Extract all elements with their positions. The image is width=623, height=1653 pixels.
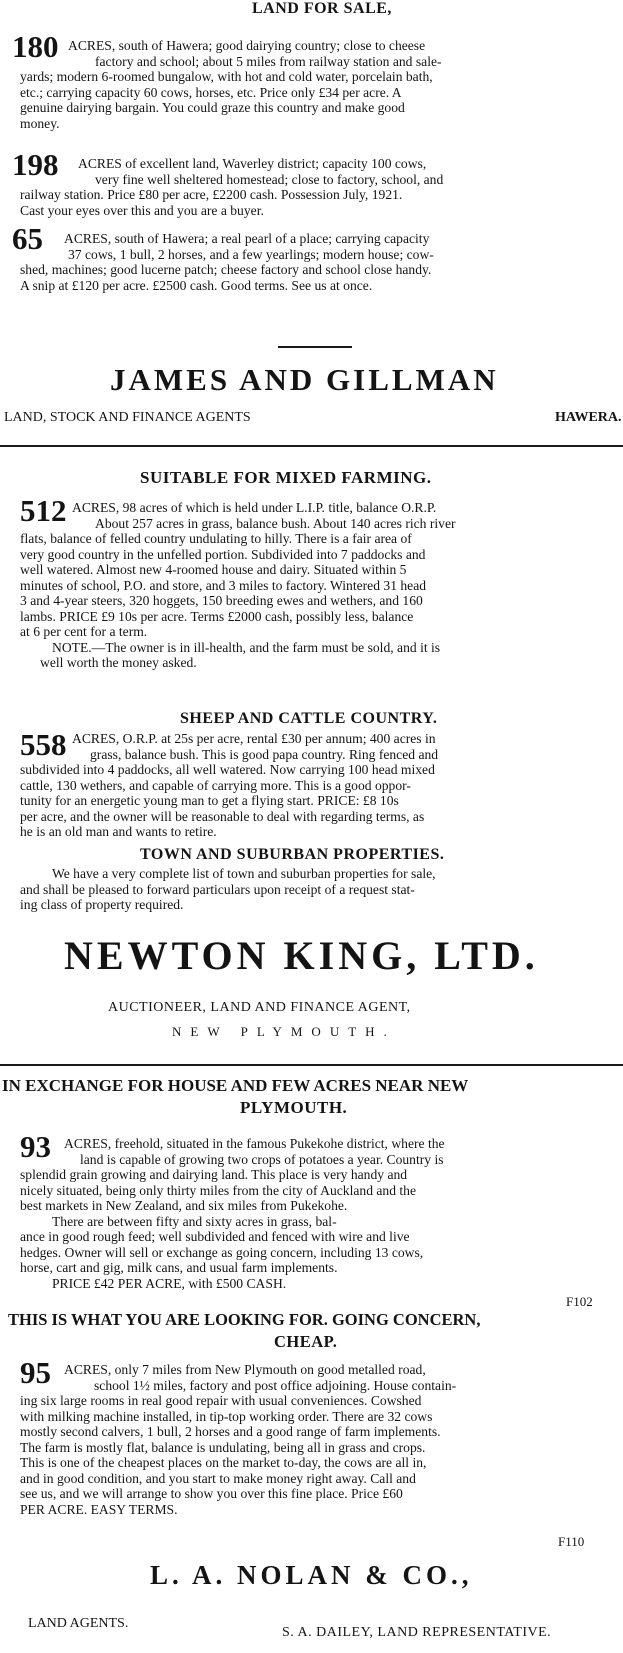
text-line: ACRES, south of Hawera; good dairying country; close to cheese [68, 38, 426, 53]
ad-code: F110 [558, 1534, 585, 1549]
text-line: flats, balance of felled country undulating to hilly. There is a fair area of [20, 531, 412, 546]
price-line: PRICE £42 PER ACRE, with £500 CASH. [52, 1275, 287, 1291]
text-line: and shall be pleased to forward particulars upon receipt of a request stat- [20, 881, 415, 897]
ad-number: 512 [20, 493, 67, 528]
text-line: yards; modern 6-roomed bungalow, with hot and cold water, porcelain bath, [20, 69, 433, 84]
ad-number: 198 [12, 147, 59, 182]
text-line: ACRES of excellent land, Waverley district; capacity 100 cows, [78, 156, 427, 171]
text-line: ACRES, only 7 miles from New Plymouth on good metalled road, [64, 1362, 426, 1377]
text-line: genuine dairying bargain. You could graze this country and make good [20, 100, 405, 115]
text-line: ance in good rough feed; well subdivided and fenced with wire and live [20, 1229, 410, 1244]
text-line: subdivided into 4 paddocks, all well watered. Now carrying 100 head mixed [20, 762, 435, 777]
firm-agent-line: AUCTIONEER, LAND AND FINANCE AGENT, [108, 1000, 411, 1015]
text-line: PER ACRE. EASY TERMS. [20, 1501, 178, 1517]
text-line: ACRES, freehold, situated in the famous Pukekohe district, where the [64, 1136, 445, 1151]
text-line: he is an old man and wants to retire. [20, 824, 217, 839]
text-line: There are between fifty and sixty acres in grass, bal- [52, 1213, 337, 1229]
text-line: railway station. Price £80 per acre, £2200 cash. Possession July, 1921. [20, 187, 403, 202]
firm-description: LAND AGENTS. [28, 1616, 129, 1631]
firm-newton-king: NEWTON KING, LTD. [64, 933, 539, 978]
text-line: horse, cart and gig, milk cans, and usual farm implements. [20, 1260, 338, 1275]
heading-mixed-farming: SUITABLE FOR MIXED FARMING. [140, 468, 432, 487]
text-line: with milking machine installed, in tip-top working order. There are 32 cows [20, 1408, 433, 1424]
text-line: very fine well sheltered homestead; close to factory, school, and [95, 171, 444, 187]
text-line: The farm is mostly flat, balance is undulating, being all in grass and crops. [20, 1439, 426, 1455]
text-line: and in good condition, and you start to make money right away. Call and [20, 1470, 416, 1486]
text-line: We have a very complete list of town and suburban properties for sale, [52, 866, 436, 881]
subheading-sheep-cattle: SHEEP AND CATTLE COUNTRY. [180, 710, 438, 727]
heading-land-for-sale: LAND FOR SALE, [252, 0, 392, 17]
town-properties-text [20, 866, 436, 913]
text-line: shed, machines; good lucerne patch; cheese factory and school close handy. [20, 262, 432, 277]
ad-number: 65 [12, 221, 43, 256]
text-line: This is one of the cheapest places on the market to-day, the cows are all in, [20, 1455, 427, 1470]
text-line: nicely situated, being only thirty miles from the city of Auckland and the [20, 1182, 417, 1198]
divider [278, 346, 352, 348]
text-line: splendid grain growing and dairying land. This place is very handy and [20, 1167, 408, 1182]
heading-exchange-line2: PLYMOUTH. [240, 1098, 348, 1117]
ad-512-text [20, 500, 456, 671]
ad-65-text [20, 231, 434, 293]
text-line: see us, and we will arrange to show you over this fine place. Price £60 [20, 1486, 403, 1501]
firm-location: HAWERA. [555, 410, 622, 425]
text-line: minutes of school, P.O. and store, and 3 miles to factory. Wintered 31 head [20, 577, 427, 593]
text-line: 37 cows, 1 bull, 2 horses, and a few yearlings; modern house; cow- [68, 246, 434, 262]
firm-james-and-gillman: JAMES AND GILLMAN [110, 362, 499, 397]
ad-198-text [20, 156, 443, 218]
text-line: well watered. Almost new 4-roomed house and dairy. Situated within 5 [20, 562, 407, 577]
text-line: at 6 per cent for a term. [20, 624, 148, 639]
section-divider [0, 1064, 623, 1066]
text-line: ing class of property required. [20, 897, 184, 912]
ad-number: 95 [20, 1355, 51, 1390]
text-line: etc.; carrying capacity 60 cows, horses, etc. Price only £34 per acre. A [20, 84, 402, 100]
heading-looking-for: THIS IS WHAT YOU ARE LOOKING FOR. GOING CONCERN, [8, 1310, 481, 1329]
heading-looking-for-line2: CHEAP. [274, 1332, 338, 1351]
text-line: NOTE.—The owner is in ill-health, and the farm must be sold, and it is [52, 639, 441, 655]
ad-180-text [20, 38, 442, 131]
ad-number: 93 [20, 1129, 51, 1164]
ad-93-text [20, 1136, 445, 1291]
text-line: ing six large rooms in real good repair with usual conveniences. Cowshed [20, 1393, 422, 1408]
text-line: well worth the money asked. [40, 655, 197, 670]
subheading-town-suburban: TOWN AND SUBURBAN PROPERTIES. [140, 846, 445, 863]
firm-representative: S. A. DAILEY, LAND REPRESENTATIVE. [282, 1625, 552, 1640]
text-line: mostly second calvers, 1 bull, 2 horses and a good range of farm implements. [20, 1424, 441, 1439]
ad-number: 558 [20, 727, 67, 762]
ad-number: 180 [12, 29, 59, 64]
section-divider [0, 445, 623, 447]
text-line: A snip at £120 per acre. £2500 cash. Good terms. See us at once. [20, 277, 373, 293]
text-line: cattle, 130 wethers, and capable of carrying more. This is a good oppor- [20, 777, 411, 793]
firm-location: NEW PLYMOUTH. [172, 1024, 396, 1039]
text-line: money. [20, 115, 60, 131]
firm-description: LAND, STOCK AND FINANCE AGENTS [4, 410, 251, 425]
text-line: factory and school; about 5 miles from railway station and sale- [95, 53, 442, 69]
text-line: ACRES, south of Hawera; a real pearl of a place; carrying capacity [64, 231, 430, 246]
text-line: land is capable of growing two crops of potatoes a year. Country is [80, 1151, 444, 1167]
text-line: per acre, and the owner will be reasonable to deal with regarding terms, as [20, 808, 425, 824]
text-line: very good country in the unfelled portion. Subdivided into 7 paddocks and [20, 546, 426, 562]
firm-nolan: L. A. NOLAN & CO., [150, 1560, 473, 1590]
text-line: lambs. PRICE £9 10s per acre. Terms £2000 cash, possibly less, balance [20, 608, 414, 624]
text-line: About 257 acres in grass, balance bush. About 140 acres rich river [95, 515, 456, 531]
text-line: ACRES, 98 acres of which is held under L.I.P. title, balance O.R.P. [72, 500, 437, 515]
text-line: grass, balance bush. This is good papa country. Ring fenced and [90, 746, 439, 762]
text-line: ACRES, O.R.P. at 25s per acre, rental £30 per annum; 400 acres in [72, 731, 436, 746]
heading-exchange: IN EXCHANGE FOR HOUSE AND FEW ACRES NEAR NEW [2, 1076, 469, 1095]
ad-558-text [20, 727, 439, 840]
text-line: tunity for an energetic young man to get a flying start. PRICE: £8 10s [20, 793, 399, 808]
text-line: best markets in New Zealand, and six miles from Pukekohe. [20, 1198, 348, 1213]
ad-code: F102 [566, 1294, 593, 1309]
text-line: hedges. Owner will sell or exchange as going concern, including 13 cows, [20, 1244, 424, 1260]
text-line: school 1½ miles, factory and post office adjoining. House contain- [94, 1377, 457, 1393]
text-line: 3 and 4-year steers, 320 hoggets, 150 breeding ewes and wethers, and 160 [20, 593, 423, 608]
text-line: Cast your eyes over this and you are a buyer. [20, 202, 264, 218]
ad-95-text [20, 1362, 456, 1517]
